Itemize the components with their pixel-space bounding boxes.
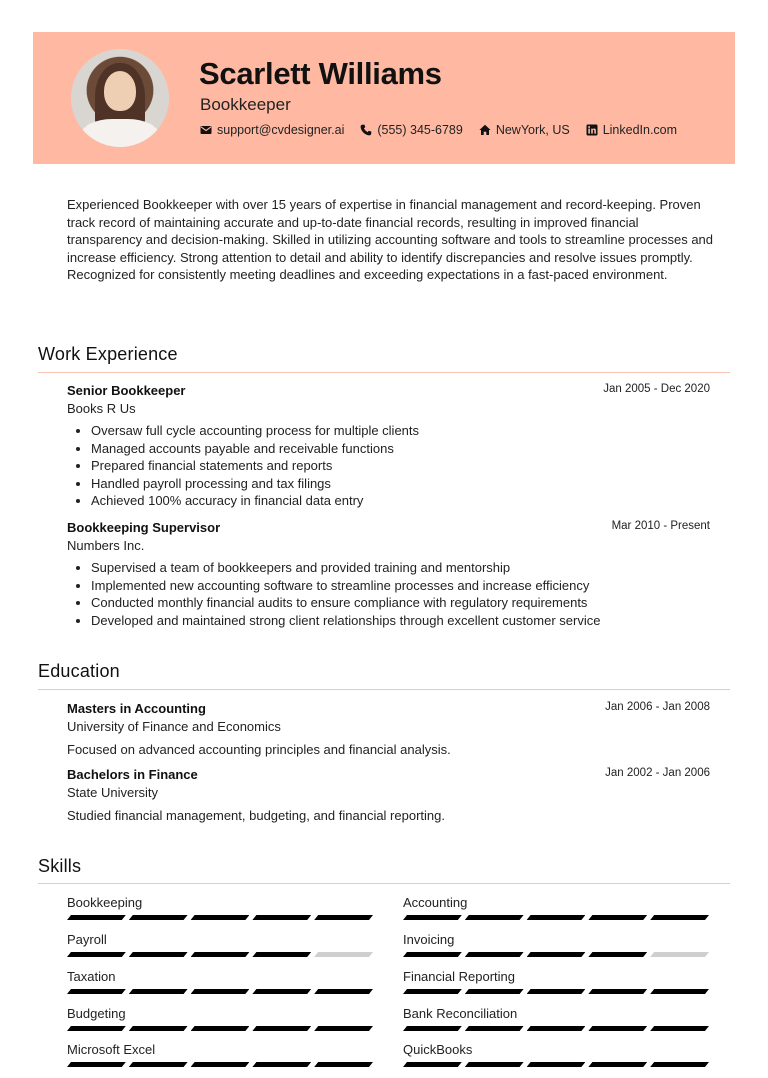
skill-item — [403, 1006, 709, 1031]
skill-segment-filled — [527, 952, 586, 957]
skill-segment-filled — [588, 1026, 647, 1031]
skill-segment-filled — [527, 1062, 586, 1067]
job-date: Jan 2005 - Dec 2020 — [603, 383, 710, 395]
skill-segment-filled — [527, 989, 586, 994]
skill-item — [67, 1042, 373, 1067]
section-divider — [38, 372, 730, 373]
skill-segment-filled — [252, 915, 311, 920]
skill-segment-filled — [650, 1026, 709, 1031]
resume-header — [33, 32, 735, 164]
skill-item — [403, 1042, 709, 1067]
skill-segment-filled — [588, 952, 647, 957]
skill-segment-filled — [403, 952, 462, 957]
phone-icon — [360, 124, 372, 136]
contact-email[interactable] — [200, 123, 344, 137]
skill-rating-bar — [403, 989, 709, 994]
contact-location — [479, 123, 570, 137]
job-bullets — [67, 559, 710, 629]
job-company: Numbers Inc. — [67, 538, 145, 553]
skill-segment-filled — [650, 915, 709, 920]
contact-location-text: NewYork, US — [495, 123, 570, 137]
skill-item — [67, 895, 373, 920]
skill-segment-filled — [650, 1062, 709, 1067]
education-description: Studied financial management, budgeting, and financial reporting. — [67, 808, 445, 823]
skill-segment-filled — [465, 1062, 524, 1067]
contact-phone[interactable] — [360, 123, 462, 137]
skill-rating-bar — [67, 915, 373, 920]
job-bullet: • Developed and maintained strong client relationships through excellent customer service — [91, 612, 710, 630]
job-bullet: • Supervised a team of bookkeepers and provided training and mentorship — [91, 559, 710, 577]
skill-rating-bar — [67, 1026, 373, 1031]
skill-name: Invoicing — [403, 932, 455, 947]
skill-segment-filled — [527, 915, 586, 920]
skill-item — [403, 932, 709, 957]
skill-rating-bar — [67, 952, 373, 957]
skill-segment-filled — [252, 1026, 311, 1031]
linkedin-icon — [586, 124, 598, 136]
skill-segment-filled — [465, 952, 524, 957]
job-bullet: • Handled payroll processing and tax filings — [91, 475, 710, 493]
skill-segment-filled — [252, 989, 311, 994]
skill-segment-filled — [129, 1062, 188, 1067]
skill-segment-filled — [191, 1062, 250, 1067]
skill-segment-filled — [403, 1062, 462, 1067]
job-title: Bookkeeping Supervisor — [67, 520, 221, 535]
skill-rating-bar — [403, 1026, 709, 1031]
avatar — [71, 49, 169, 147]
skill-item — [67, 1006, 373, 1031]
skill-segment-filled — [129, 989, 188, 994]
skill-segment-filled — [252, 952, 311, 957]
school-name: State University — [67, 785, 159, 800]
job-company: Books R Us — [67, 401, 136, 416]
skill-segment-filled — [588, 989, 647, 994]
job-bullets — [67, 422, 710, 510]
skill-segment-filled — [67, 952, 126, 957]
skill-segment-filled — [650, 989, 709, 994]
skill-segment-empty — [314, 952, 373, 957]
skill-segment-filled — [191, 1026, 250, 1031]
skill-name: Accounting — [403, 895, 468, 910]
skill-rating-bar — [67, 989, 373, 994]
contact-email-text: support@cvdesigner.ai — [217, 123, 345, 137]
skill-segment-filled — [129, 952, 188, 957]
school-name: University of Finance and Economics — [67, 719, 281, 734]
skill-name: Payroll — [67, 932, 107, 947]
profile-summary: Experienced Bookkeeper with over 15 years of expertise in financial management and record-keeping. Proven track record of maintaining accurate and up-to-date financial records, resulting in improved financial transparency and decision-making. Skilled in utilizing accounting software and tools to streamline processes and increase efficiency. Strong attention to detail and ability to identify discrepancies and resolve issues promptly. Recognized for consistently meeting deadlines and exceeding expectations in a fast-paced environment. — [67, 197, 714, 283]
skill-segment-filled — [465, 1026, 524, 1031]
skill-rating-bar — [403, 1062, 709, 1067]
skill-item — [403, 895, 709, 920]
job-bullet: • Oversaw full cycle accounting process for multiple clients — [91, 422, 710, 440]
education-description: Focused on advanced accounting principles and financial analysis. — [67, 742, 451, 757]
skill-segment-filled — [191, 915, 250, 920]
candidate-name: Scarlett Williams — [199, 56, 442, 91]
skill-segment-filled — [314, 1062, 373, 1067]
skill-segment-filled — [314, 915, 373, 920]
skill-name: Microsoft Excel — [67, 1042, 156, 1057]
skill-rating-bar — [403, 915, 709, 920]
skill-rating-bar — [67, 1062, 373, 1067]
skill-segment-filled — [191, 952, 250, 957]
education-date: Jan 2002 - Jan 2006 — [605, 767, 710, 779]
skill-segment-empty — [650, 952, 709, 957]
skill-segment-filled — [588, 915, 647, 920]
skill-segment-filled — [403, 915, 462, 920]
job-bullet: • Prepared financial statements and reports — [91, 457, 710, 475]
section-title-skills: Skills — [38, 856, 82, 876]
skill-name: Bank Reconciliation — [403, 1006, 518, 1021]
section-title-work: Work Experience — [38, 344, 178, 364]
contact-linkedin-text: LinkedIn.com — [602, 123, 678, 137]
home-icon — [479, 124, 491, 136]
contact-list — [200, 123, 677, 137]
skill-item — [403, 969, 709, 994]
skill-name: Taxation — [67, 969, 116, 984]
skill-segment-filled — [252, 1062, 311, 1067]
section-divider — [38, 883, 730, 884]
skill-segment-filled — [588, 1062, 647, 1067]
contact-phone-text: (555) 345-6789 — [377, 123, 463, 137]
job-bullet: • Achieved 100% accuracy in financial data entry — [91, 492, 710, 510]
degree-title: Masters in Accounting — [67, 701, 206, 716]
job-bullet: • Conducted monthly financial audits to ensure compliance with regulatory requirements — [91, 594, 710, 612]
skill-item — [67, 932, 373, 957]
skill-segment-filled — [129, 915, 188, 920]
skill-name: Budgeting — [67, 1006, 126, 1021]
education-entry — [67, 767, 710, 823]
job-date: Mar 2010 - Present — [611, 520, 710, 532]
job-bullet: • Implemented new accounting software to streamline processes and increase efficiency — [91, 577, 710, 595]
skill-segment-filled — [191, 989, 250, 994]
education-entry — [67, 701, 710, 757]
skill-name: Bookkeeping — [67, 895, 143, 910]
skill-segment-filled — [67, 989, 126, 994]
skill-segment-filled — [465, 915, 524, 920]
skill-segment-filled — [67, 1026, 126, 1031]
skill-segment-filled — [465, 989, 524, 994]
envelope-icon — [200, 124, 212, 136]
skill-segment-filled — [403, 989, 462, 994]
education-date: Jan 2006 - Jan 2008 — [605, 701, 710, 713]
contact-linkedin[interactable] — [586, 123, 677, 137]
skill-segment-filled — [403, 1026, 462, 1031]
job-entry — [67, 383, 710, 510]
job-bullet: • Managed accounts payable and receivable functions — [91, 440, 710, 458]
skill-segment-filled — [314, 989, 373, 994]
degree-title: Bachelors in Finance — [67, 767, 198, 782]
avatar-shirt — [81, 119, 159, 147]
skill-segment-filled — [67, 915, 126, 920]
skill-name: Financial Reporting — [403, 969, 516, 984]
skill-item — [67, 969, 373, 994]
section-title-education: Education — [38, 661, 120, 681]
candidate-role: Bookkeeper — [200, 95, 291, 114]
skill-rating-bar — [403, 952, 709, 957]
section-divider — [38, 689, 730, 690]
skill-name: QuickBooks — [403, 1042, 473, 1057]
avatar-face — [104, 71, 136, 111]
job-entry — [67, 520, 710, 629]
job-title: Senior Bookkeeper — [67, 383, 186, 398]
skill-segment-filled — [527, 1026, 586, 1031]
skill-segment-filled — [129, 1026, 188, 1031]
skill-segment-filled — [314, 1026, 373, 1031]
skill-segment-filled — [67, 1062, 126, 1067]
